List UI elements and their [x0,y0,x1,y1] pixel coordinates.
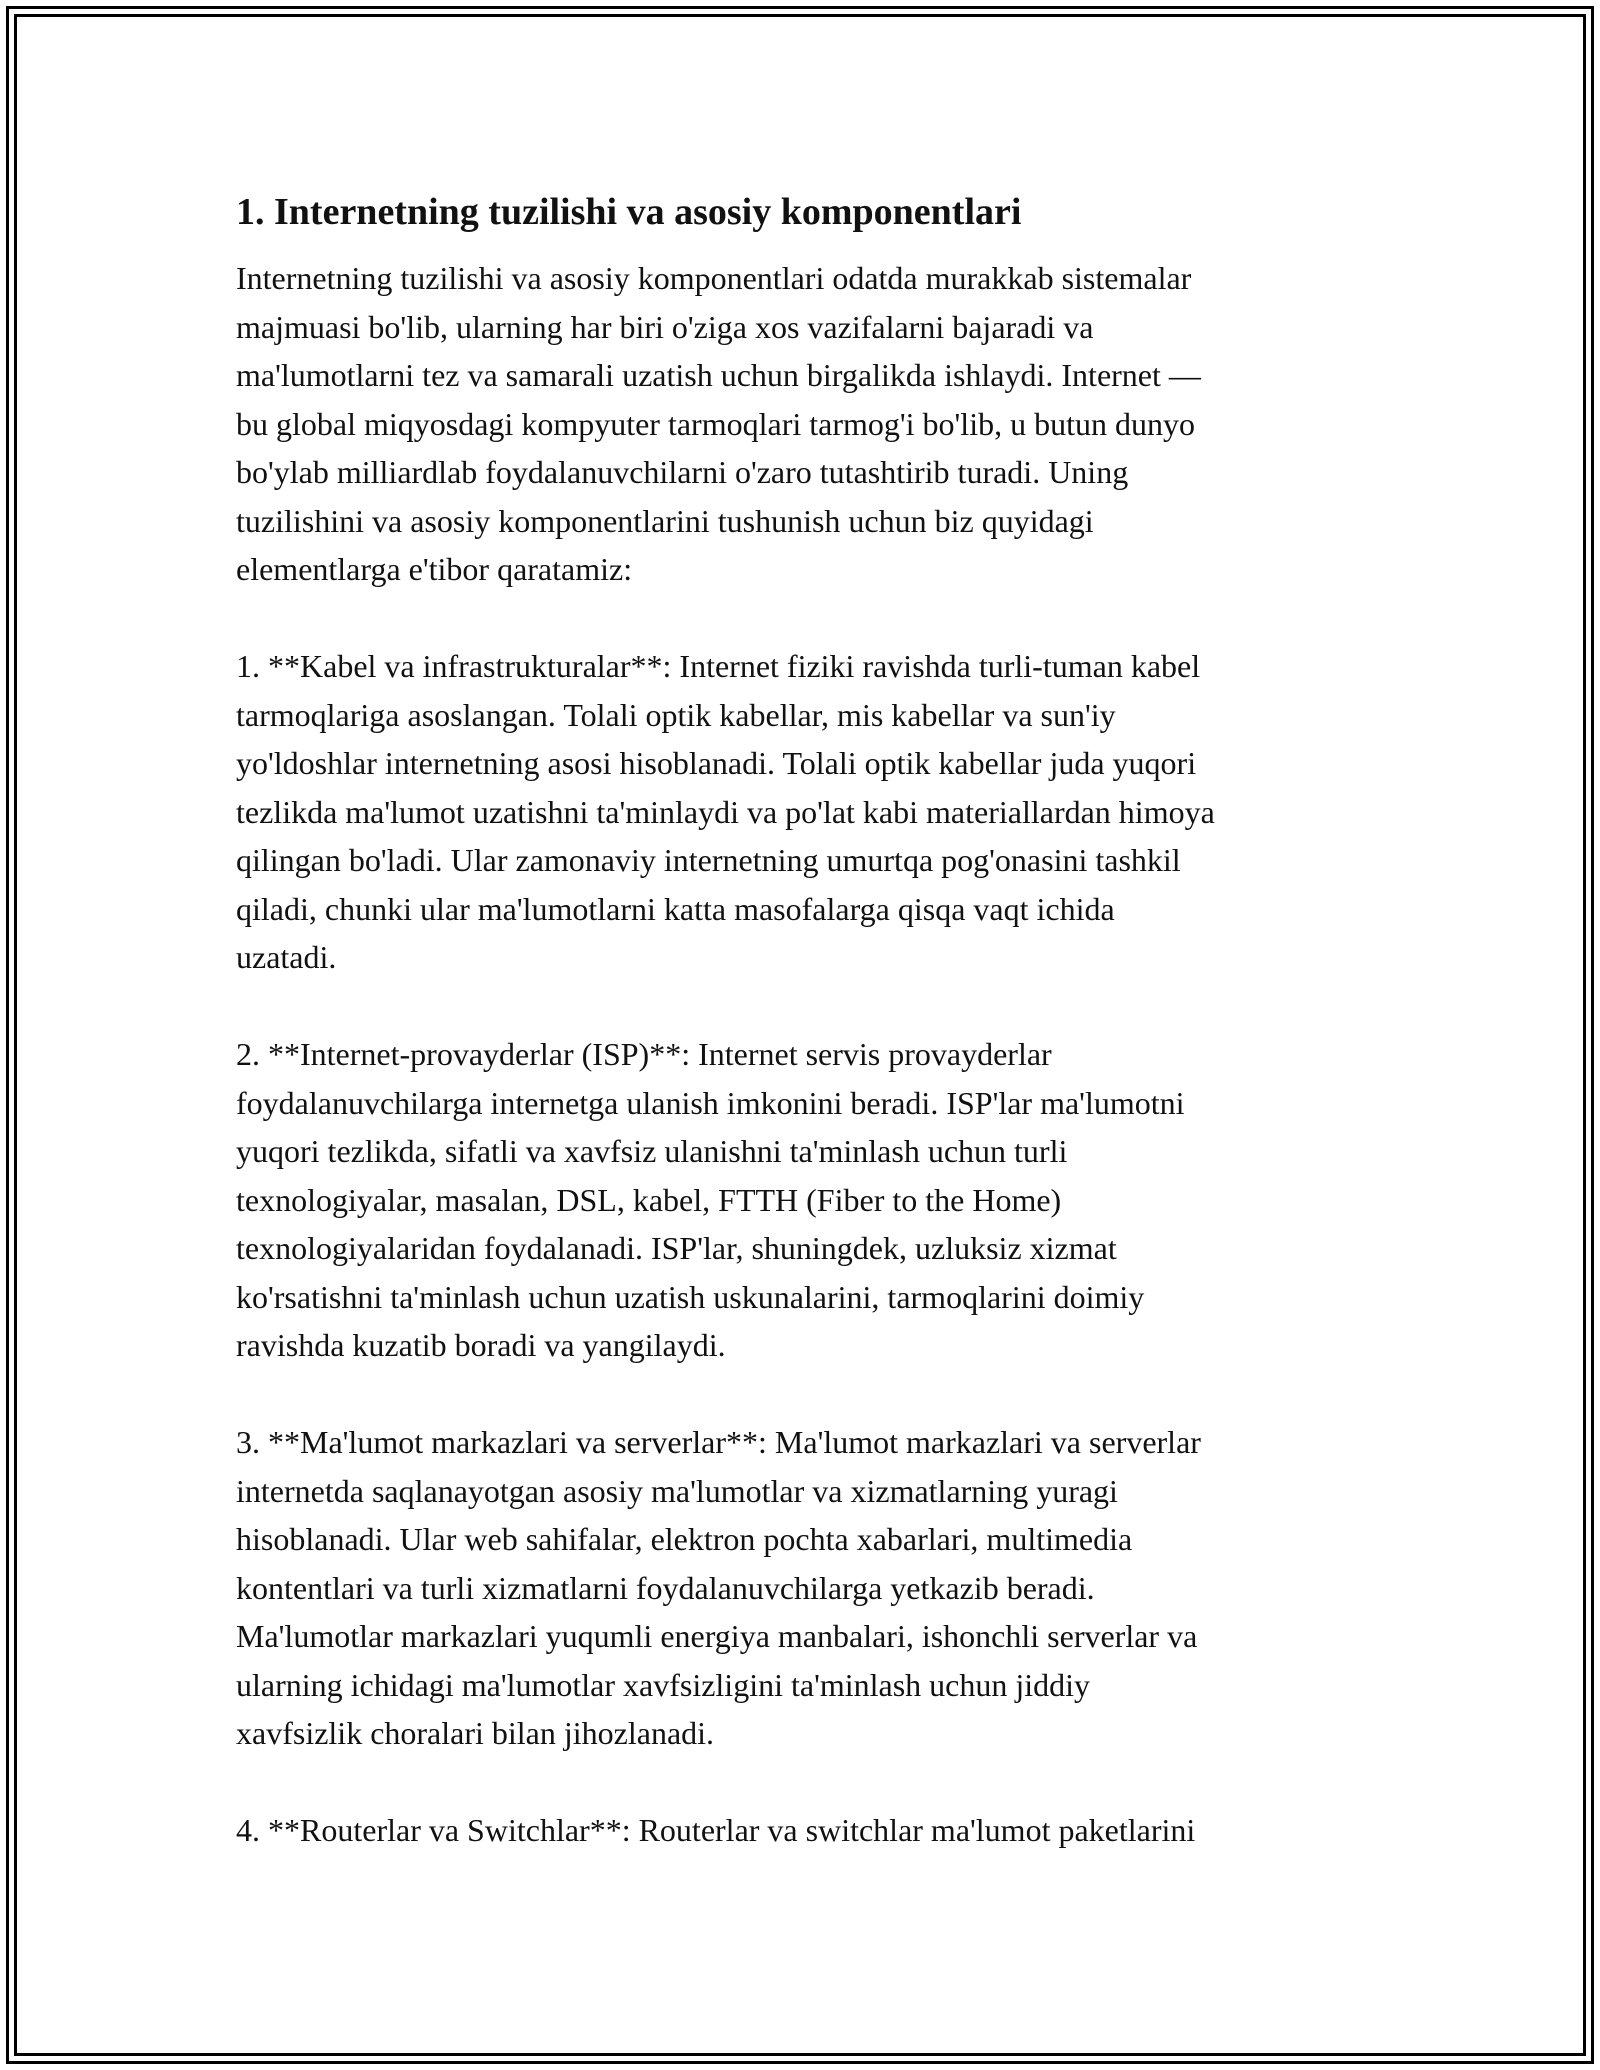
text-line: tezlikda ma'lumot uzatishni ta'minlaydi va po'lat kabi materiallardan himoya [236,793,1215,830]
list-item-cables [236,642,1366,982]
text-line: majmuasi bo'lib, ularning har biri o'ziga xos vazifalarni bajaradi va [236,308,1094,345]
text-line: hisoblanadi. Ular web sahifalar, elektron pochta xabarlari, multimedia [236,1521,1133,1557]
text-line: foydalanuvchilarga internetga ulanish imkonini beradi. ISP'lar ma'lumotni [236,1084,1185,1121]
section-heading: 1. Internetning tuzilishi va asosiy komponentlari [236,191,1022,233]
text-line: 2. **Internet-provayderlar (ISP)**: Internet servis provayderlar [236,1036,1052,1072]
text-line: tuzilishini va asosiy komponentlarini tushunish uchun biz quyidagi [236,502,1094,539]
text-line: yo'ldoshlar internetning asosi hisoblanadi. Tolali optik kabellar juda yuqori [236,745,1197,781]
text-line: tarmoqlariga asoslangan. Tolali optik kabellar, mis kabellar va sun'iy [236,696,1116,733]
text-line: Ma'lumotlar markazlari yuqumli energiya manbalari, ishonchli serverlar va [236,1618,1198,1654]
intro-paragraph [236,254,1366,594]
text-line: qiladi, chunki ular ma'lumotlarni katta masofalarga qisqa vaqt ichida [236,890,1115,927]
text-line: ravishda kuzatib boradi va yangilaydi. [236,1327,726,1363]
text-line: Internetning tuzilishi va asosiy komponentlari odatda murakkab sistemalar [236,260,1192,296]
list-item-routers [236,1806,1366,1855]
text-line: ko'rsatishni ta'minlash uchun uzatish uskunalarini, tarmoqlarini doimiy [236,1278,1145,1315]
text-line: internetda saqlanayotgan asosiy ma'lumotlar va xizmatlarning yuragi [236,1472,1118,1509]
text-line: 4. **Routerlar va Switchlar**: Routerlar va switchlar ma'lumot paketlarini [236,1812,1196,1848]
text-line: bu global miqyosdagi kompyuter tarmoqlari tarmog'i bo'lib, u butun dunyo [236,405,1195,442]
text-line: bo'ylab milliardlab foydalanuvchilarni o'zaro tutashtirib turadi. Uning [236,454,1129,490]
text-line: ma'lumotlarni tez va samarali uzatish uchun birgalikda ishlaydi. Internet — [236,357,1201,393]
list-item-isp [236,1030,1366,1370]
text-line: yuqori tezlikda, sifatli va xavfsiz ulanishni ta'minlash uchun turli [236,1133,1068,1169]
text-line: texnologiyalar, masalan, DSL, kabel, FTTH (Fiber to the Home) [236,1181,1062,1218]
text-line: elementlarga e'tibor qaratamiz: [236,551,633,587]
text-line: uzatadi. [236,939,337,975]
text-line: ularning ichidagi ma'lumotlar xavfsizligini ta'minlash uchun jiddiy [236,1666,1091,1703]
text-line: 3. **Ma'lumot markazlari va serverlar**: Ma'lumot markazlari va serverlar [236,1424,1201,1460]
list-item-data-centers [236,1418,1366,1758]
document-body [236,186,1366,1903]
text-line: kontentlari va turli xizmatlarni foydalanuvchilarga yetkazib beradi. [236,1569,1095,1606]
text-line: qilingan bo'ladi. Ular zamonaviy internetning umurtqa pog'onasini tashkil [236,842,1181,878]
text-line: xavfsizlik choralari bilan jihozlanadi. [236,1715,715,1751]
text-line: texnologiyalaridan foydalanadi. ISP'lar, shuningdek, uzluksiz xizmat [236,1230,1117,1266]
text-line: 1. **Kabel va infrastrukturalar**: Internet fiziki ravishda turli-tuman kabel [236,648,1201,684]
